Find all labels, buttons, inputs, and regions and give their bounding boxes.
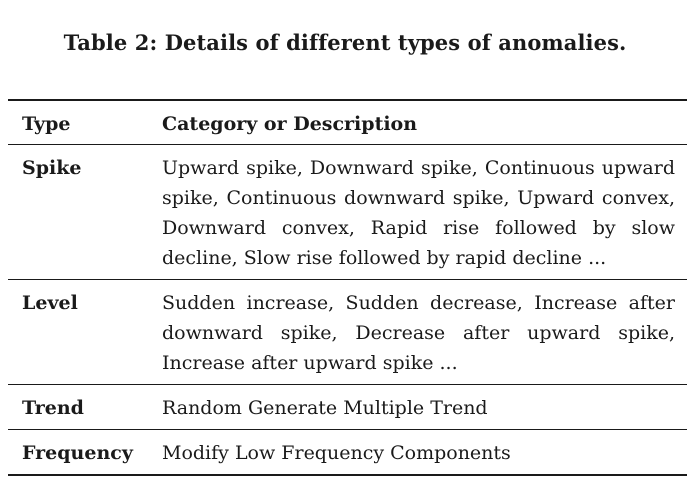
table-row [8, 280, 687, 385]
row-type-cell: Trend [22, 397, 84, 419]
anomaly-types-table [8, 99, 687, 476]
row-description-cell: Random Generate Multiple Trend [162, 397, 488, 419]
row-description-cell: Modify Low Frequency Components [162, 442, 511, 464]
row-type-cell: Level [22, 292, 78, 314]
table-row [8, 145, 687, 280]
table-row [8, 385, 687, 430]
row-type-cell: Frequency [22, 442, 133, 464]
table-caption: Table 2: Details of different types of anomalies. [63, 30, 627, 55]
table-header-row [8, 100, 687, 145]
header-description: Category or Description [162, 113, 418, 135]
row-description-cell: Sudden increase, Sudden decrease, Increase after downward spike, Decrease after upward spike, Increase after upward spike ... [162, 292, 675, 374]
header-type: Type [22, 113, 71, 135]
row-description-cell: Upward spike, Downward spike, Continuous upward spike, Continuous downward spike, Upward convex, Downward convex, Rapid rise followed by slow decline, Slow rise followed by rapid decline ... [162, 157, 675, 269]
row-type-cell: Spike [22, 157, 82, 179]
table-row [8, 430, 687, 476]
